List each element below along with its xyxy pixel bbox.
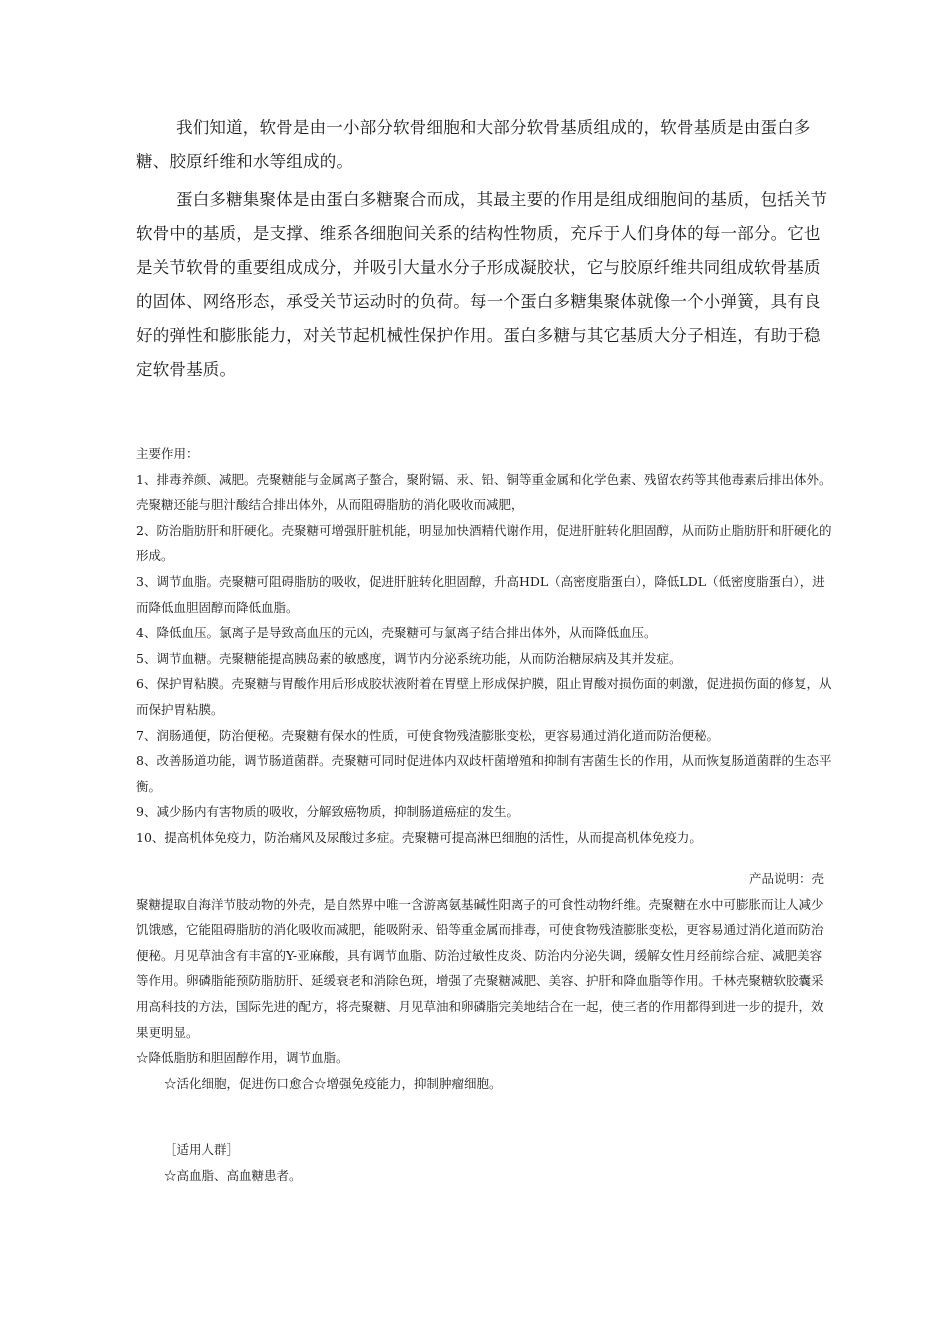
function-item-1: 1、排毒养颜、减肥。壳聚糖能与金属离子螯合，聚附镉、汞、铅、铜等重金属和化学色素、残留农药等其他毒素后排出体外。壳聚糖还能与胆汁酸结合排出体外，从而阻碍脂肪的消化吸收而减肥，	[136, 471, 832, 513]
intro-paragraph-2: 蛋白多糖集聚体是由蛋白多糖聚合而成，其最主要的作用是组成细胞间的基质，包括关节软骨中的基质，是支撑、维系各细胞间关系的结构性物质，充斥于人们身体的每一部分。它也是关节软骨的重要组成成分，并吸引大量水分子形成凝胶状，它与胶原纤维共同组成软骨基质的固体、网络形态，承受关节运动时的负荷。每一个蛋白多糖集聚体就像一个小弹簧，具有良好的弹性和膨胀能力，对关节起机械性保护作用。蛋白多糖与其它基质大分子相连，有助于稳定软骨基质。	[136, 190, 828, 379]
functions-section	[136, 441, 836, 851]
product-benefit-2: ☆活化细胞，促进伤口愈合☆增强免疫能力，抑制肿瘤细胞。	[164, 1075, 502, 1091]
target-audience-item: ☆高血脂、高血糖患者。	[164, 1167, 302, 1183]
function-item-4: 4、降低血压。氯离子是导致高血压的元凶，壳聚糖可与氯离子结合排出体外，从而降低血压。	[136, 625, 657, 641]
functions-heading: 主要作用：	[136, 446, 199, 461]
product-benefit-1: ☆降低脂肪和胆固醇作用，调节血脂。	[136, 1050, 349, 1066]
function-item-8: 8、改善肠道功能，调节肠道菌群。壳聚糖可同时促进体内双歧杆菌增殖和抑制有害菌生长的作用，从而恢复肠道菌群的生态平衡。	[136, 753, 832, 794]
product-description-label: 产品说明：壳	[748, 871, 824, 886]
product-description-body: 聚糖提取自海洋节肢动物的外壳，是自然界中唯一含游离氨基碱性阳离子的可食性动物纤维。壳聚糖在水中可膨胀而让人减少饥饿感，它能阻碍脂肪的消化吸收而减肥，能吸附汞、铅等重金属而排毒，可使食物残渣膨胀变松，更容易通过消化道而防治便秘。月见草油含有丰富的Y-亚麻酸，具有调节血脂、防治过敏性皮炎、防治内分泌失调，缓解女性月经前综合症、减肥美容等作用。卵磷脂能预防脂肪肝、延缓衰老和消除色斑，增强了壳聚糖减肥、美容、护肝和降血脂等作用。千林壳聚糖软胶囊采用高科技的方法，国际先进的配方，将壳聚糖、月见草油和卵磷脂完美地结合在一起，使三者的作用都得到进一步的提升，效果更明显。	[136, 896, 824, 1040]
target-audience-heading: ［适用人群］	[164, 1142, 240, 1157]
function-item-7: 7、润肠通便，防治便秘。壳聚糖有保水的性质，可使食物残渣膨胀变松，更容易通过消化道而防治便秘。	[136, 727, 719, 743]
intro-paragraph-1: 我们知道，软骨是由一小部分软骨细胞和大部分软骨基质组成的，软骨基质是由蛋白多糖、胶原纤维和水等组成的。	[136, 118, 811, 171]
intro-section	[136, 111, 836, 387]
function-item-10: 10、提高机体免疫力，防治痛风及尿酸过多症。壳聚糖可提高淋巴细胞的活性，从而提高机体免疫力。	[136, 829, 702, 845]
function-item-3: 3、调节血脂。壳聚糖可阻碍脂肪的吸收，促进肝脏转化胆固醇，升高HDL（高密度脂蛋白），降低LDL（低密度脂蛋白），进而降低血胆固醇而降低血脂。	[136, 573, 825, 615]
function-item-9: 9、减少肠内有害物质的吸收，分解致癌物质，抑制肠道癌症的发生。	[136, 804, 519, 820]
function-item-6: 6、保护胃粘膜。壳聚糖与胃酸作用后形成胶状液附着在胃壁上形成保护膜，阻止胃酸对损伤面的刺激，促进损伤面的修复，从而保护胃粘膜。	[136, 676, 832, 717]
function-item-2: 2、防治脂肪肝和肝硬化。壳聚糖可增强肝脏机能，明显加快酒精代谢作用，促进肝脏转化胆固醇，从而防止脂肪肝和肝硬化的形成。	[136, 522, 832, 564]
target-audience-section	[164, 1137, 302, 1188]
function-item-5: 5、调节血糖。壳聚糖能提高胰岛素的敏感度，调节内分泌系统功能，从而防治糖尿病及其并发症。	[136, 650, 682, 666]
functions-list	[136, 467, 836, 851]
product-description-section	[136, 866, 824, 1096]
